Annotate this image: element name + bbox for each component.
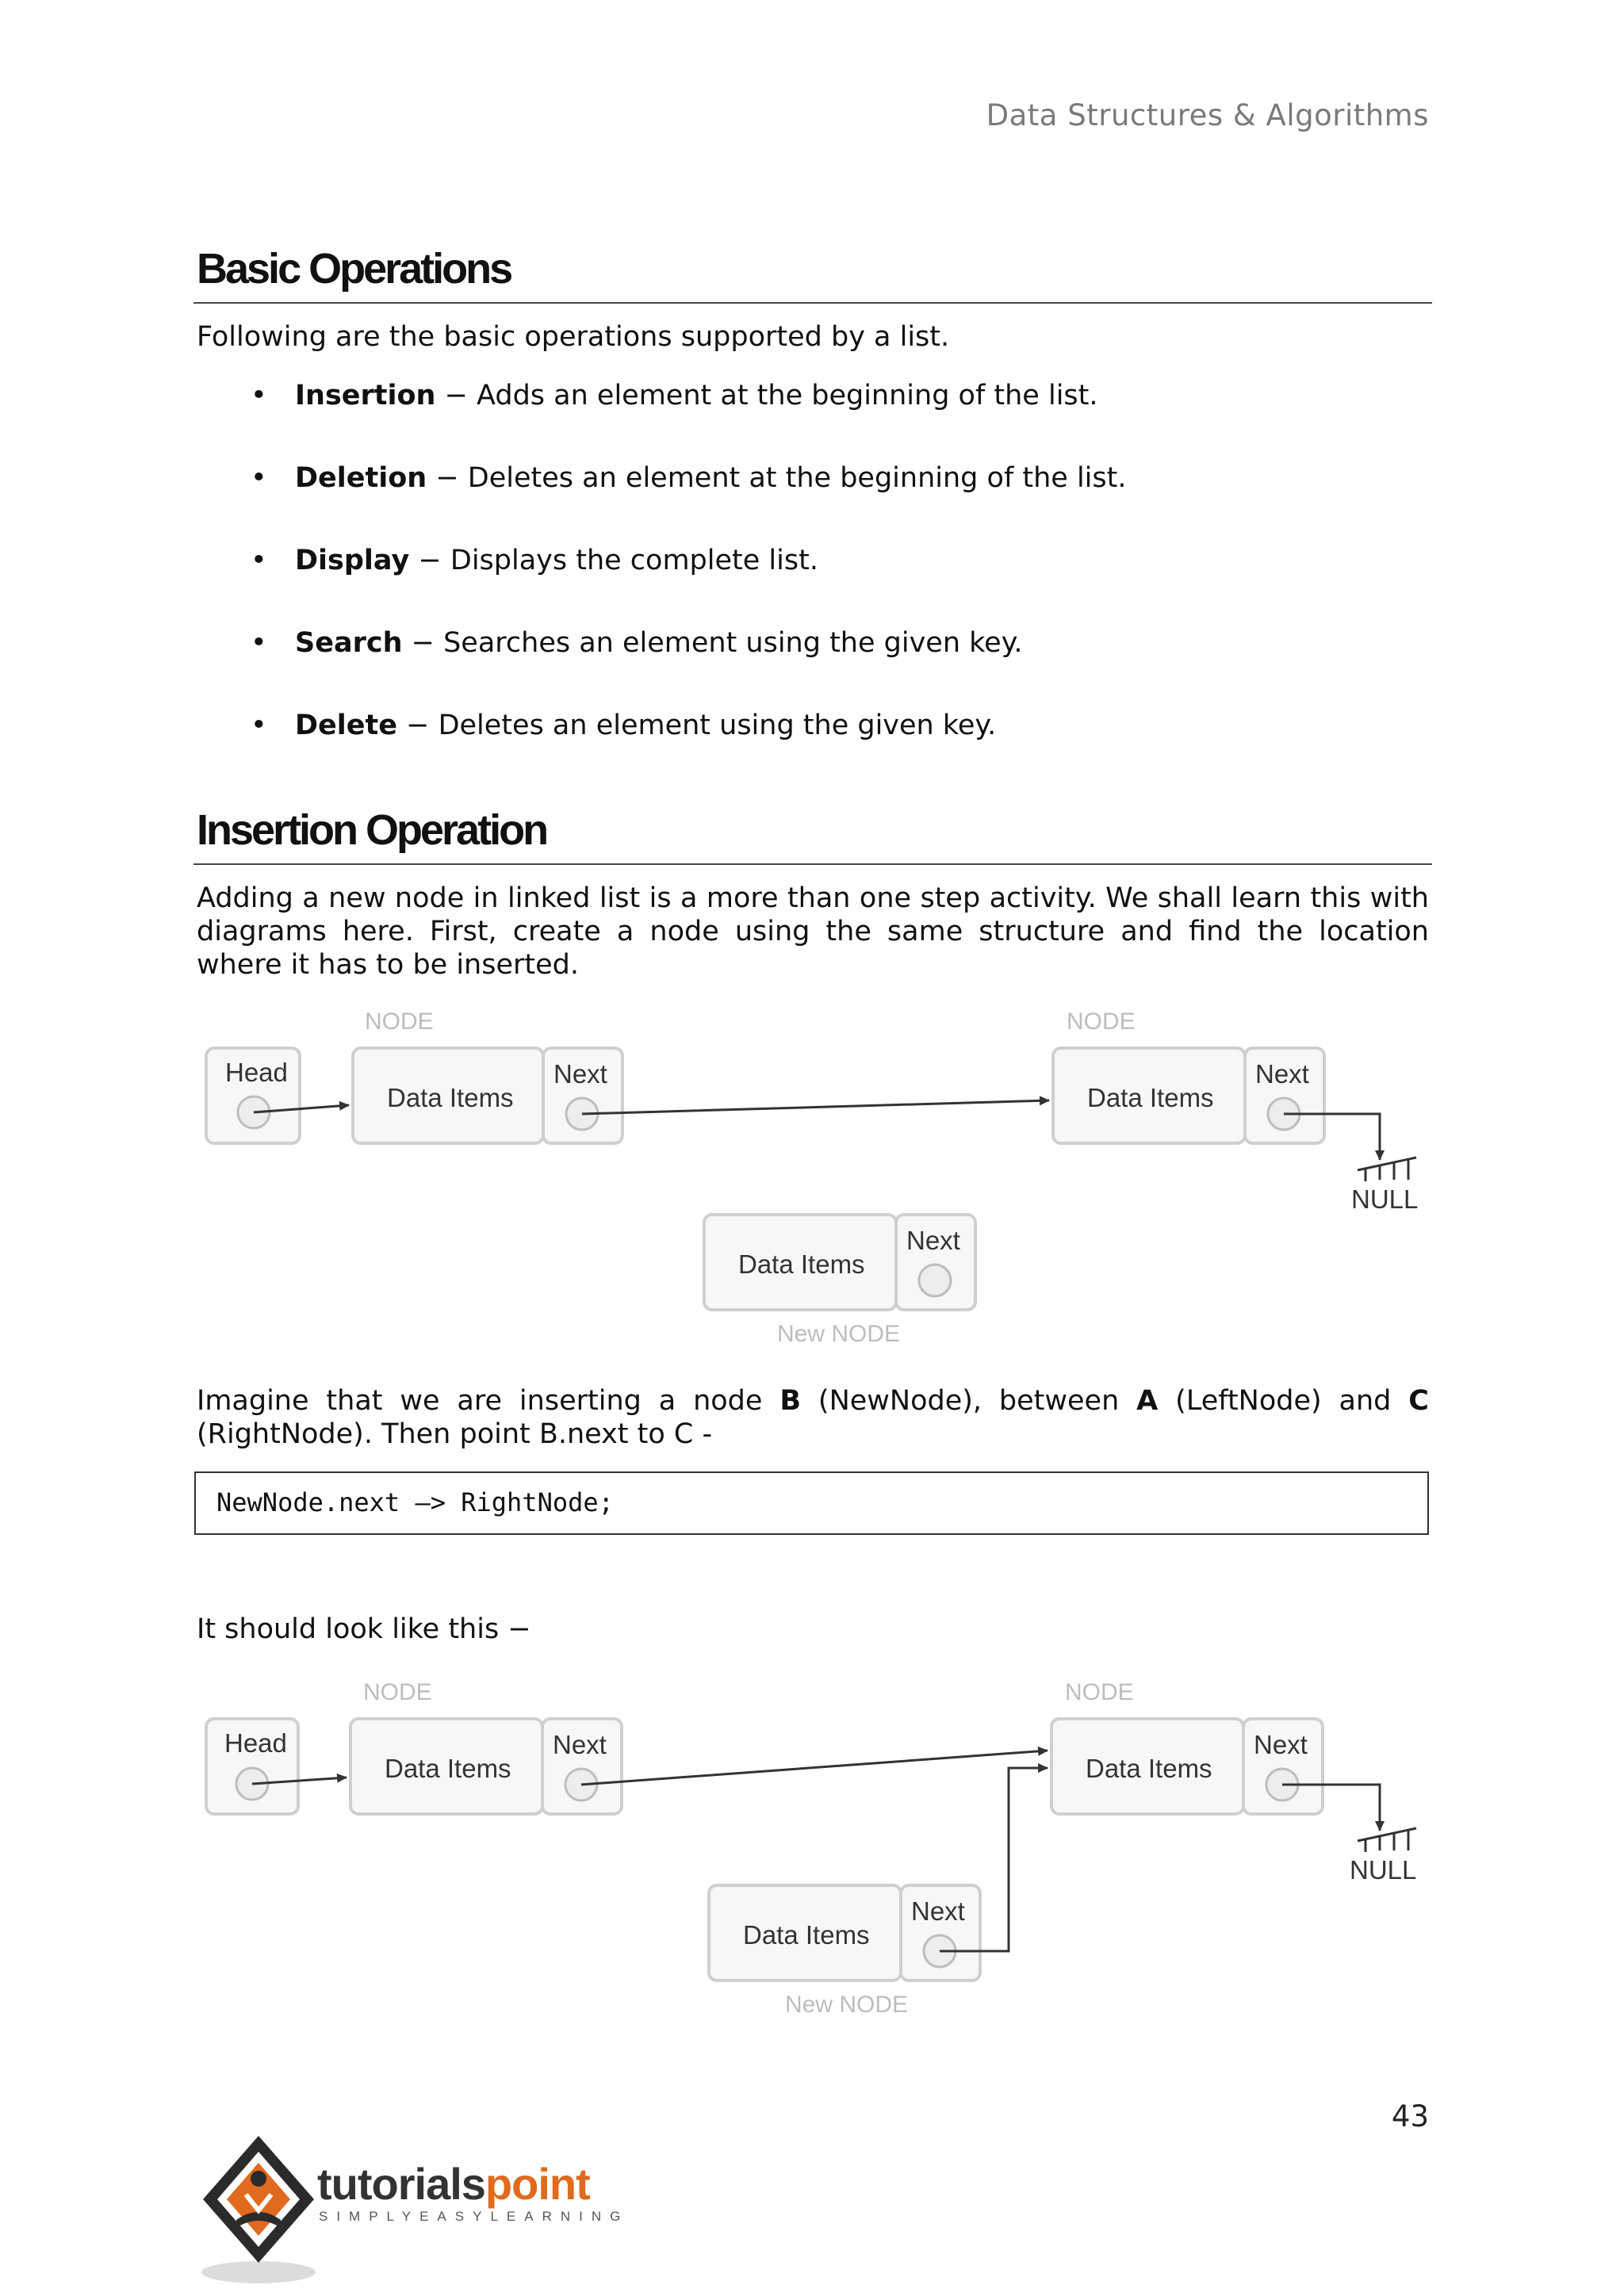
pointer-dot [919,1265,951,1296]
insertion-step-paragraph: Imagine that we are inserting a node B (NewNode), between A (LeftNode) and C [197,1385,1429,1417]
heading-rule [193,863,1432,865]
data-items-label: Data Items [738,1249,865,1279]
node-label: NODE [365,1008,434,1035]
running-header: Data Structures & Algorithms [986,98,1429,132]
linked-list-diagram-before [198,997,1435,1346]
heading-rule [193,302,1432,304]
insertion-step-paragraph-end: (RightNode). Then point B.next to C - [197,1418,713,1450]
operation-desc: − Adds an element at the beginning of the list. [435,380,1098,411]
next-label: Next [1254,1730,1308,1759]
operation-desc: − Deletes an element using the given key. [397,710,997,741]
intro-paragraph: Following are the basic operations supported by a list. [197,321,950,353]
operation-desc: − Displays the complete list. [409,545,818,576]
brand-tagline: SIMPLYEASYLEARNING [319,2209,630,2224]
result-paragraph: It should look like this − [197,1613,531,1645]
next-label: Next [553,1730,607,1759]
head-label: Head [225,1058,288,1087]
data-items-label: Data Items [743,1920,870,1950]
next-label: Next [1255,1059,1309,1089]
head-label: Head [224,1728,287,1758]
list-item [197,379,1126,461]
null-label: NULL [1351,1184,1419,1214]
list-item [197,709,1126,791]
new-node-label: New NODE [777,1321,901,1346]
bullet-icon: • [251,627,267,659]
next-label: Next [911,1896,965,1926]
operation-name: Search [295,627,403,659]
operations-list [197,379,1126,791]
next-arrow [582,1100,1049,1114]
next-label: Next [553,1059,607,1089]
null-ground-icon [1358,1828,1416,1852]
operation-name: Deletion [295,462,427,494]
section-title-basic-operations: Basic Operations [197,245,511,293]
node-label: NODE [363,1679,432,1705]
section-title-insertion-operation: Insertion Operation [197,806,547,854]
null-ground-icon [1358,1158,1416,1181]
code-line: NewNode.next –> RightNode; [216,1487,614,1517]
data-items-label: Data Items [1087,1083,1214,1112]
bullet-icon: • [251,545,267,576]
operation-desc: − Searches an element using the given key. [402,627,1023,659]
page-number: 43 [1391,2099,1429,2133]
node-label: NODE [1067,1008,1136,1035]
operation-name: Display [295,545,410,576]
list-item [197,461,1126,544]
data-items-label: Data Items [385,1754,511,1783]
operation-name: Insertion [295,380,436,411]
operation-name: Delete [295,710,397,741]
new-node-label: New NODE [785,1992,909,2017]
bullet-icon: • [251,462,267,494]
null-label: NULL [1350,1855,1417,1885]
data-items-label: Data Items [387,1083,514,1112]
brand-wordmark: tutorialspoint [317,2159,590,2209]
operation-desc: − Deletes an element at the beginning of the list. [427,462,1127,494]
linked-list-diagram-after [198,1668,1435,2017]
data-items-label: Data Items [1086,1754,1212,1783]
bullet-icon: • [251,710,267,741]
insertion-paragraph: Adding a new node in linked list is a more than one step activity. We shall learn this with diagrams here. First, create a node using the same structure and find the location where it has to be inserted. [197,882,1429,981]
next-label: Next [906,1226,960,1255]
bullet-icon: • [251,380,267,411]
next-arrow [581,1751,1048,1785]
node-label: NODE [1065,1679,1134,1705]
list-item [197,544,1126,626]
list-item [197,626,1126,709]
code-block [194,1471,1429,1535]
